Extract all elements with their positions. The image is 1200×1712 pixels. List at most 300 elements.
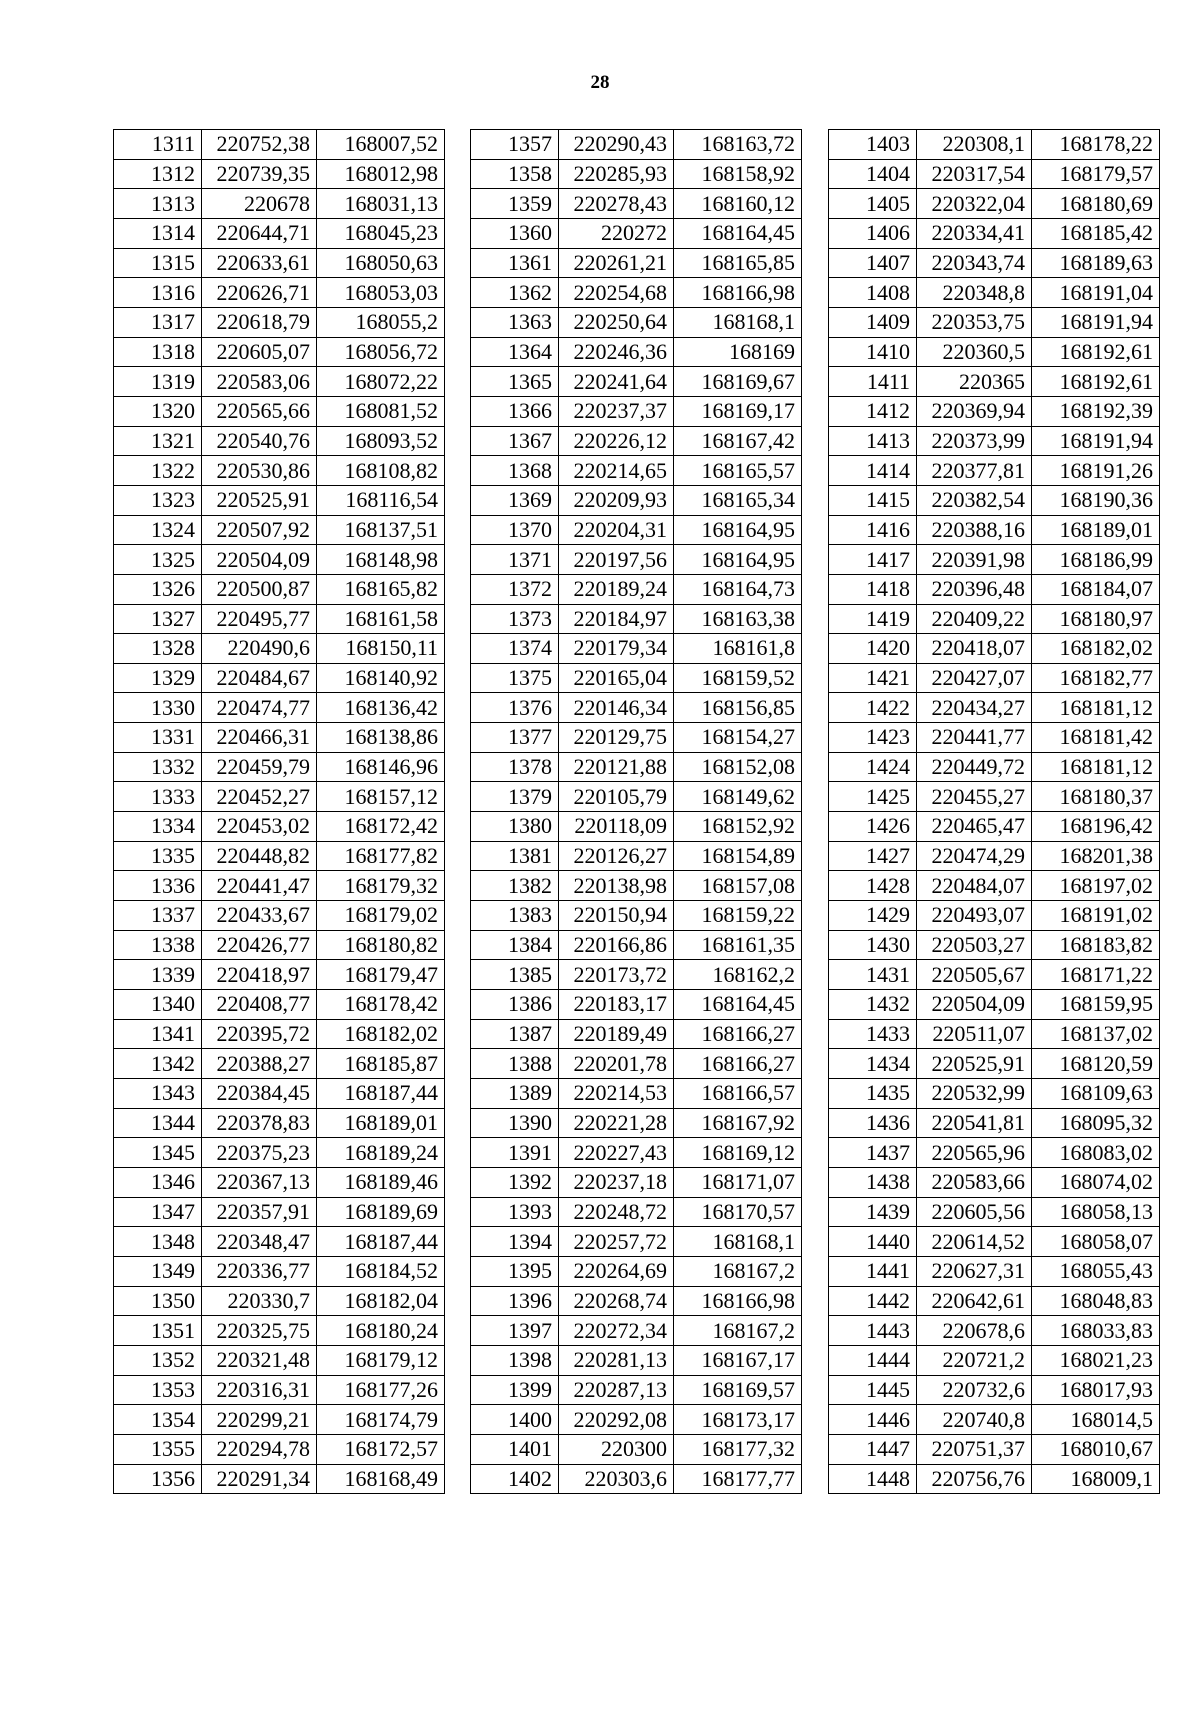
x-coordinate-cell: 220530,86 — [202, 456, 317, 486]
table-row — [114, 990, 445, 1020]
x-coordinate-cell: 220226,12 — [559, 426, 674, 456]
x-coordinate-cell: 220375,23 — [202, 1138, 317, 1168]
y-coordinate-cell: 168108,82 — [317, 456, 445, 486]
x-coordinate-cell: 220150,94 — [559, 901, 674, 931]
point-number-cell: 1373 — [471, 604, 559, 634]
y-coordinate-cell: 168191,94 — [1032, 426, 1160, 456]
point-number-cell: 1326 — [114, 574, 202, 604]
point-number-cell: 1407 — [829, 248, 917, 278]
y-coordinate-cell: 168177,82 — [317, 841, 445, 871]
y-coordinate-cell: 168095,32 — [1032, 1108, 1160, 1138]
x-coordinate-cell: 220642,61 — [917, 1286, 1032, 1316]
y-coordinate-cell: 168081,52 — [317, 396, 445, 426]
y-coordinate-cell: 168045,23 — [317, 218, 445, 248]
y-coordinate-cell: 168167,17 — [674, 1345, 802, 1375]
point-number-cell: 1384 — [471, 930, 559, 960]
table-row — [829, 367, 1160, 397]
point-number-cell: 1432 — [829, 990, 917, 1020]
table-row — [829, 485, 1160, 515]
point-number-cell: 1336 — [114, 871, 202, 901]
x-coordinate-cell: 220241,64 — [559, 367, 674, 397]
point-number-cell: 1378 — [471, 752, 559, 782]
table-row — [829, 1256, 1160, 1286]
point-number-cell: 1443 — [829, 1316, 917, 1346]
table-row — [471, 1108, 802, 1138]
y-coordinate-cell: 168189,01 — [1032, 515, 1160, 545]
y-coordinate-cell: 168159,52 — [674, 663, 802, 693]
y-coordinate-cell: 168140,92 — [317, 663, 445, 693]
x-coordinate-cell: 220583,06 — [202, 367, 317, 397]
point-number-cell: 1358 — [471, 159, 559, 189]
point-number-cell: 1390 — [471, 1108, 559, 1138]
y-coordinate-cell: 168180,97 — [1032, 604, 1160, 634]
table-row — [471, 1434, 802, 1464]
x-coordinate-cell: 220484,67 — [202, 663, 317, 693]
table-row — [471, 1316, 802, 1346]
y-coordinate-cell: 168191,02 — [1032, 901, 1160, 931]
y-coordinate-cell: 168169 — [674, 337, 802, 367]
x-coordinate-cell: 220268,74 — [559, 1286, 674, 1316]
point-number-cell: 1371 — [471, 545, 559, 575]
table-row — [114, 1049, 445, 1079]
table-row — [114, 1316, 445, 1346]
x-coordinate-cell: 220166,86 — [559, 930, 674, 960]
x-coordinate-cell: 220250,64 — [559, 307, 674, 337]
x-coordinate-cell: 220237,18 — [559, 1167, 674, 1197]
x-coordinate-cell: 220752,38 — [202, 130, 317, 160]
x-coordinate-cell: 220504,09 — [917, 990, 1032, 1020]
y-coordinate-cell: 168178,42 — [317, 990, 445, 1020]
y-coordinate-cell: 168152,92 — [674, 812, 802, 842]
table-row — [114, 812, 445, 842]
table-row — [114, 426, 445, 456]
y-coordinate-cell: 168166,27 — [674, 1049, 802, 1079]
table-row — [471, 130, 802, 160]
point-number-cell: 1339 — [114, 960, 202, 990]
table-row — [114, 1434, 445, 1464]
point-number-cell: 1314 — [114, 218, 202, 248]
point-number-cell: 1370 — [471, 515, 559, 545]
y-coordinate-cell: 168033,83 — [1032, 1316, 1160, 1346]
point-number-cell: 1318 — [114, 337, 202, 367]
y-coordinate-cell: 168190,36 — [1032, 485, 1160, 515]
y-coordinate-cell: 168165,57 — [674, 456, 802, 486]
x-coordinate-cell: 220503,27 — [917, 930, 1032, 960]
y-coordinate-cell: 168179,02 — [317, 901, 445, 931]
x-coordinate-cell: 220264,69 — [559, 1256, 674, 1286]
x-coordinate-cell: 220214,65 — [559, 456, 674, 486]
table-row — [114, 456, 445, 486]
x-coordinate-cell: 220511,07 — [917, 1019, 1032, 1049]
table-row — [114, 930, 445, 960]
y-coordinate-cell: 168185,42 — [1032, 218, 1160, 248]
point-number-cell: 1329 — [114, 663, 202, 693]
point-number-cell: 1344 — [114, 1108, 202, 1138]
point-number-cell: 1324 — [114, 515, 202, 545]
y-coordinate-cell: 168157,12 — [317, 782, 445, 812]
point-number-cell: 1399 — [471, 1375, 559, 1405]
table-row — [114, 752, 445, 782]
y-coordinate-cell: 168171,07 — [674, 1167, 802, 1197]
table-row — [829, 812, 1160, 842]
y-coordinate-cell: 168160,12 — [674, 189, 802, 219]
table-row — [829, 752, 1160, 782]
y-coordinate-cell: 168166,57 — [674, 1079, 802, 1109]
y-coordinate-cell: 168168,1 — [674, 307, 802, 337]
x-coordinate-cell: 220285,93 — [559, 159, 674, 189]
point-number-cell: 1394 — [471, 1227, 559, 1257]
table-row — [114, 278, 445, 308]
point-number-cell: 1434 — [829, 1049, 917, 1079]
x-coordinate-cell: 220732,6 — [917, 1375, 1032, 1405]
table-row — [114, 1256, 445, 1286]
point-number-cell: 1412 — [829, 396, 917, 426]
table-row — [471, 1405, 802, 1435]
x-coordinate-cell: 220290,43 — [559, 130, 674, 160]
y-coordinate-cell: 168167,2 — [674, 1256, 802, 1286]
y-coordinate-cell: 168164,45 — [674, 218, 802, 248]
point-number-cell: 1379 — [471, 782, 559, 812]
point-number-cell: 1435 — [829, 1079, 917, 1109]
table-row — [829, 871, 1160, 901]
x-coordinate-cell: 220418,97 — [202, 960, 317, 990]
table-row — [471, 693, 802, 723]
y-coordinate-cell: 168166,98 — [674, 278, 802, 308]
point-number-cell: 1398 — [471, 1345, 559, 1375]
table-row — [829, 189, 1160, 219]
y-coordinate-cell: 168196,42 — [1032, 812, 1160, 842]
y-coordinate-cell: 168192,61 — [1032, 367, 1160, 397]
x-coordinate-cell: 220254,68 — [559, 278, 674, 308]
table-row — [829, 841, 1160, 871]
y-coordinate-cell: 168159,22 — [674, 901, 802, 931]
y-coordinate-cell: 168191,26 — [1032, 456, 1160, 486]
x-coordinate-cell: 220214,53 — [559, 1079, 674, 1109]
x-coordinate-cell: 220261,21 — [559, 248, 674, 278]
y-coordinate-cell: 168168,1 — [674, 1227, 802, 1257]
y-coordinate-cell: 168185,87 — [317, 1049, 445, 1079]
point-number-cell: 1408 — [829, 278, 917, 308]
point-number-cell: 1365 — [471, 367, 559, 397]
table-row — [471, 426, 802, 456]
table-row — [114, 367, 445, 397]
point-number-cell: 1375 — [471, 663, 559, 693]
table-row — [471, 841, 802, 871]
coordinate-table-1 — [113, 129, 445, 1494]
y-coordinate-cell: 168167,2 — [674, 1316, 802, 1346]
x-coordinate-cell: 220740,8 — [917, 1405, 1032, 1435]
x-coordinate-cell: 220365 — [917, 367, 1032, 397]
x-coordinate-cell: 220739,35 — [202, 159, 317, 189]
x-coordinate-cell: 220322,04 — [917, 189, 1032, 219]
x-coordinate-cell: 220465,47 — [917, 812, 1032, 842]
table-row — [471, 1227, 802, 1257]
x-coordinate-cell: 220409,22 — [917, 604, 1032, 634]
table-row — [829, 1019, 1160, 1049]
point-number-cell: 1415 — [829, 485, 917, 515]
table-row — [829, 1345, 1160, 1375]
point-number-cell: 1363 — [471, 307, 559, 337]
point-number-cell: 1345 — [114, 1138, 202, 1168]
x-coordinate-cell: 220189,24 — [559, 574, 674, 604]
point-number-cell: 1368 — [471, 456, 559, 486]
y-coordinate-cell: 168168,49 — [317, 1464, 445, 1494]
x-coordinate-cell: 220441,47 — [202, 871, 317, 901]
table-row — [829, 1316, 1160, 1346]
point-number-cell: 1376 — [471, 693, 559, 723]
x-coordinate-cell: 220173,72 — [559, 960, 674, 990]
y-coordinate-cell: 168031,13 — [317, 189, 445, 219]
y-coordinate-cell: 168189,63 — [1032, 248, 1160, 278]
point-number-cell: 1356 — [114, 1464, 202, 1494]
y-coordinate-cell: 168109,63 — [1032, 1079, 1160, 1109]
point-number-cell: 1420 — [829, 634, 917, 664]
point-number-cell: 1419 — [829, 604, 917, 634]
table-row — [471, 604, 802, 634]
point-number-cell: 1429 — [829, 901, 917, 931]
x-coordinate-cell: 220367,13 — [202, 1167, 317, 1197]
y-coordinate-cell: 168161,8 — [674, 634, 802, 664]
table-row — [829, 130, 1160, 160]
point-number-cell: 1330 — [114, 693, 202, 723]
point-number-cell: 1364 — [471, 337, 559, 367]
point-number-cell: 1439 — [829, 1197, 917, 1227]
x-coordinate-cell: 220146,34 — [559, 693, 674, 723]
table-row — [829, 990, 1160, 1020]
x-coordinate-cell: 220644,71 — [202, 218, 317, 248]
table-row — [471, 1256, 802, 1286]
point-number-cell: 1320 — [114, 396, 202, 426]
x-coordinate-cell: 220129,75 — [559, 723, 674, 753]
x-coordinate-cell: 220627,31 — [917, 1256, 1032, 1286]
x-coordinate-cell: 220308,1 — [917, 130, 1032, 160]
y-coordinate-cell: 168156,85 — [674, 693, 802, 723]
y-coordinate-cell: 168169,17 — [674, 396, 802, 426]
x-coordinate-cell: 220388,16 — [917, 515, 1032, 545]
table-row — [471, 396, 802, 426]
x-coordinate-cell: 220541,81 — [917, 1108, 1032, 1138]
table-row — [471, 1079, 802, 1109]
x-coordinate-cell: 220396,48 — [917, 574, 1032, 604]
x-coordinate-cell: 220201,78 — [559, 1049, 674, 1079]
table-row — [471, 752, 802, 782]
x-coordinate-cell: 220474,29 — [917, 841, 1032, 871]
x-coordinate-cell: 220525,91 — [917, 1049, 1032, 1079]
y-coordinate-cell: 168014,5 — [1032, 1405, 1160, 1435]
x-coordinate-cell: 220257,72 — [559, 1227, 674, 1257]
coordinate-table-3 — [828, 129, 1160, 1494]
x-coordinate-cell: 220300 — [559, 1434, 674, 1464]
point-number-cell: 1400 — [471, 1405, 559, 1435]
table-row — [829, 426, 1160, 456]
y-coordinate-cell: 168055,2 — [317, 307, 445, 337]
point-number-cell: 1427 — [829, 841, 917, 871]
table-row — [471, 367, 802, 397]
x-coordinate-cell: 220391,98 — [917, 545, 1032, 575]
point-number-cell: 1392 — [471, 1167, 559, 1197]
y-coordinate-cell: 168165,85 — [674, 248, 802, 278]
x-coordinate-cell: 220105,79 — [559, 782, 674, 812]
x-coordinate-cell: 220179,34 — [559, 634, 674, 664]
x-coordinate-cell: 220377,81 — [917, 456, 1032, 486]
x-coordinate-cell: 220378,83 — [202, 1108, 317, 1138]
table-row — [114, 1286, 445, 1316]
point-number-cell: 1447 — [829, 1434, 917, 1464]
y-coordinate-cell: 168197,02 — [1032, 871, 1160, 901]
table-row — [114, 218, 445, 248]
point-number-cell: 1323 — [114, 485, 202, 515]
point-number-cell: 1354 — [114, 1405, 202, 1435]
x-coordinate-cell: 220303,6 — [559, 1464, 674, 1494]
x-coordinate-cell: 220360,5 — [917, 337, 1032, 367]
table-row — [471, 663, 802, 693]
y-coordinate-cell: 168171,22 — [1032, 960, 1160, 990]
y-coordinate-cell: 168180,82 — [317, 930, 445, 960]
table-row — [471, 901, 802, 931]
point-number-cell: 1340 — [114, 990, 202, 1020]
table-row — [114, 515, 445, 545]
x-coordinate-cell: 220751,37 — [917, 1434, 1032, 1464]
table-row — [114, 871, 445, 901]
point-number-cell: 1311 — [114, 130, 202, 160]
point-number-cell: 1313 — [114, 189, 202, 219]
point-number-cell: 1380 — [471, 812, 559, 842]
point-number-cell: 1338 — [114, 930, 202, 960]
table-row — [829, 930, 1160, 960]
x-coordinate-cell: 220395,72 — [202, 1019, 317, 1049]
x-coordinate-cell: 220495,77 — [202, 604, 317, 634]
y-coordinate-cell: 168050,63 — [317, 248, 445, 278]
point-number-cell: 1438 — [829, 1167, 917, 1197]
y-coordinate-cell: 168157,08 — [674, 871, 802, 901]
table-row — [114, 960, 445, 990]
y-coordinate-cell: 168169,12 — [674, 1138, 802, 1168]
point-number-cell: 1389 — [471, 1079, 559, 1109]
point-number-cell: 1441 — [829, 1256, 917, 1286]
point-number-cell: 1333 — [114, 782, 202, 812]
point-number-cell: 1424 — [829, 752, 917, 782]
y-coordinate-cell: 168191,94 — [1032, 307, 1160, 337]
table-row — [471, 634, 802, 664]
table-row — [114, 337, 445, 367]
x-coordinate-cell: 220618,79 — [202, 307, 317, 337]
table-row — [829, 248, 1160, 278]
x-coordinate-cell: 220493,07 — [917, 901, 1032, 931]
x-coordinate-cell: 220126,27 — [559, 841, 674, 871]
point-number-cell: 1410 — [829, 337, 917, 367]
x-coordinate-cell: 220189,49 — [559, 1019, 674, 1049]
y-coordinate-cell: 168010,67 — [1032, 1434, 1160, 1464]
x-coordinate-cell: 220353,75 — [917, 307, 1032, 337]
y-coordinate-cell: 168007,52 — [317, 130, 445, 160]
table-row — [829, 1286, 1160, 1316]
x-coordinate-cell: 220427,07 — [917, 663, 1032, 693]
x-coordinate-cell: 220183,17 — [559, 990, 674, 1020]
x-coordinate-cell: 220455,27 — [917, 782, 1032, 812]
table-row — [114, 663, 445, 693]
point-number-cell: 1342 — [114, 1049, 202, 1079]
y-coordinate-cell: 168165,82 — [317, 574, 445, 604]
y-coordinate-cell: 168150,11 — [317, 634, 445, 664]
y-coordinate-cell: 168048,83 — [1032, 1286, 1160, 1316]
table-row — [829, 901, 1160, 931]
table-row — [829, 515, 1160, 545]
y-coordinate-cell: 168180,37 — [1032, 782, 1160, 812]
x-coordinate-cell: 220408,77 — [202, 990, 317, 1020]
table-row — [114, 545, 445, 575]
table-row — [829, 1049, 1160, 1079]
point-number-cell: 1418 — [829, 574, 917, 604]
point-number-cell: 1397 — [471, 1316, 559, 1346]
x-coordinate-cell: 220678,6 — [917, 1316, 1032, 1346]
point-number-cell: 1359 — [471, 189, 559, 219]
x-coordinate-cell: 220474,77 — [202, 693, 317, 723]
table-row — [471, 812, 802, 842]
y-coordinate-cell: 168162,2 — [674, 960, 802, 990]
table-row — [471, 723, 802, 753]
y-coordinate-cell: 168058,07 — [1032, 1227, 1160, 1257]
table-row — [829, 1079, 1160, 1109]
y-coordinate-cell: 168138,86 — [317, 723, 445, 753]
point-number-cell: 1448 — [829, 1464, 917, 1494]
y-coordinate-cell: 168179,47 — [317, 960, 445, 990]
table-row — [114, 1197, 445, 1227]
table-row — [829, 456, 1160, 486]
y-coordinate-cell: 168184,07 — [1032, 574, 1160, 604]
point-number-cell: 1321 — [114, 426, 202, 456]
point-number-cell: 1385 — [471, 960, 559, 990]
x-coordinate-cell: 220565,66 — [202, 396, 317, 426]
table-row — [114, 485, 445, 515]
point-number-cell: 1352 — [114, 1345, 202, 1375]
table-row — [829, 693, 1160, 723]
y-coordinate-cell: 168182,02 — [317, 1019, 445, 1049]
table-row — [114, 723, 445, 753]
table-row — [471, 218, 802, 248]
table-row — [829, 663, 1160, 693]
table-row — [829, 545, 1160, 575]
point-number-cell: 1446 — [829, 1405, 917, 1435]
table-row — [471, 189, 802, 219]
point-number-cell: 1355 — [114, 1434, 202, 1464]
x-coordinate-cell: 220348,47 — [202, 1227, 317, 1257]
y-coordinate-cell: 168181,12 — [1032, 752, 1160, 782]
x-coordinate-cell: 220507,92 — [202, 515, 317, 545]
x-coordinate-cell: 220221,28 — [559, 1108, 674, 1138]
point-number-cell: 1393 — [471, 1197, 559, 1227]
table-row — [471, 545, 802, 575]
point-number-cell: 1372 — [471, 574, 559, 604]
y-coordinate-cell: 168173,17 — [674, 1405, 802, 1435]
table-row — [829, 1167, 1160, 1197]
point-number-cell: 1413 — [829, 426, 917, 456]
table-row — [471, 960, 802, 990]
y-coordinate-cell: 168158,92 — [674, 159, 802, 189]
point-number-cell: 1367 — [471, 426, 559, 456]
y-coordinate-cell: 168072,22 — [317, 367, 445, 397]
table-row — [114, 1019, 445, 1049]
table-row — [114, 307, 445, 337]
x-coordinate-cell: 220272,34 — [559, 1316, 674, 1346]
y-coordinate-cell: 168159,95 — [1032, 990, 1160, 1020]
x-coordinate-cell: 220433,67 — [202, 901, 317, 931]
y-coordinate-cell: 168181,42 — [1032, 723, 1160, 753]
y-coordinate-cell: 168058,13 — [1032, 1197, 1160, 1227]
point-number-cell: 1428 — [829, 871, 917, 901]
y-coordinate-cell: 168181,12 — [1032, 693, 1160, 723]
x-coordinate-cell: 220348,8 — [917, 278, 1032, 308]
point-number-cell: 1357 — [471, 130, 559, 160]
